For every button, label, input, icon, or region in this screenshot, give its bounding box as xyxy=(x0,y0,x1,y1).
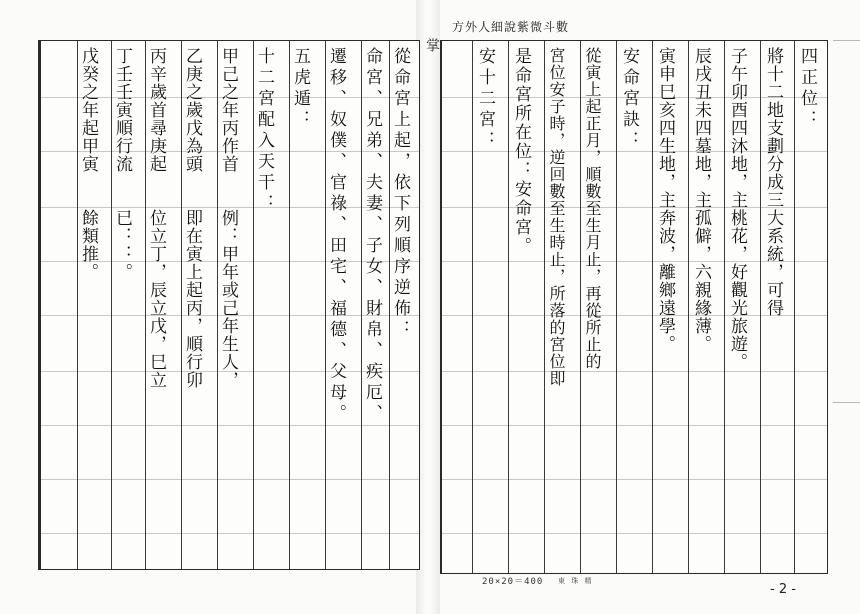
manuscript-column: 安十二宮： xyxy=(475,47,495,152)
manuscript-column: 寅申巳亥四生地，主奔波，離鄉遠學。 xyxy=(655,47,675,353)
manuscript-column: 戊癸之年起甲寅 餘類推。 xyxy=(78,47,98,281)
book-running-title: 方外人細說紫微斗數 xyxy=(452,20,570,34)
manuscript-column: 從寅上起正月，順數至生月止，再從所止的 xyxy=(583,47,602,370)
grid-row-line xyxy=(442,371,827,372)
manuscript-column: 安命宮訣： xyxy=(619,47,639,152)
manuscript-column: 將十二地支劃分成三大系統，可得 xyxy=(763,47,783,317)
manuscript-column: 十二宮配入天干： xyxy=(254,47,274,215)
grid-row-line xyxy=(833,40,860,41)
grid-row-line xyxy=(442,425,827,426)
grid-column-line xyxy=(760,41,761,573)
grid-column-line xyxy=(688,41,689,573)
grid-row-line xyxy=(833,402,860,403)
manuscript-column: 乙庚之歲戊為頭 即在寅上起丙，順行卯 xyxy=(182,47,202,389)
manuscript-column: 是命宮所在位：安命宮。 xyxy=(511,47,531,256)
grid-row-line xyxy=(41,533,419,534)
manuscript-column: 丙辛歲首尋庚起 位立丁，辰立戊，巳立 xyxy=(146,47,166,389)
grid-size-label: 20×20＝400 xyxy=(482,577,544,587)
grid-column-line xyxy=(472,41,473,573)
grid-row-line xyxy=(442,533,827,534)
manuscript-column: 宮位安子時，逆回數至生時止，所落的宮位即 xyxy=(547,47,566,387)
manuscript-column: 甲己之年丙作首 例：甲年或己年生人， xyxy=(218,47,238,389)
next-page-edge xyxy=(833,40,860,572)
grid-column-line xyxy=(794,41,795,573)
grid-column-line xyxy=(652,41,653,573)
side-mark: 掌 xyxy=(424,38,440,52)
manuscript-column: 丁壬壬寅順行流 已：：。 xyxy=(112,47,132,281)
grid-row-line xyxy=(41,425,419,426)
page-number: - 2 - xyxy=(770,582,796,597)
manuscript-column: 五虎遁： xyxy=(290,47,310,131)
grid-row-line xyxy=(41,479,419,480)
manuscript-column: 四正位： xyxy=(797,47,817,131)
grid-column-line xyxy=(508,41,509,573)
manuscript-column: 子午卯酉四沐地，主桃花，好觀光旅遊。 xyxy=(727,47,747,371)
manuscript-column: 遷移、奴僕、官祿、田宅、福德、父母。 xyxy=(326,47,346,425)
grid-column-line xyxy=(544,41,545,573)
manuscript-column: 從命宮上起，依下列順序逆佈： xyxy=(390,47,410,341)
left-manuscript-page xyxy=(38,40,420,570)
grid-column-line xyxy=(616,41,617,573)
right-manuscript-page xyxy=(440,40,828,574)
manuscript-column: 辰戌丑未四墓地，主孤僻，六親緣薄。 xyxy=(691,47,711,353)
grid-row-line xyxy=(442,479,827,480)
manuscript-column: 命宮、兄弟、夫妻、子女、財帛、疾厄、 xyxy=(362,47,382,425)
grid-column-line xyxy=(724,41,725,573)
publisher-mark: 東 珠 精 xyxy=(558,577,594,585)
grid-column-line xyxy=(580,41,581,573)
